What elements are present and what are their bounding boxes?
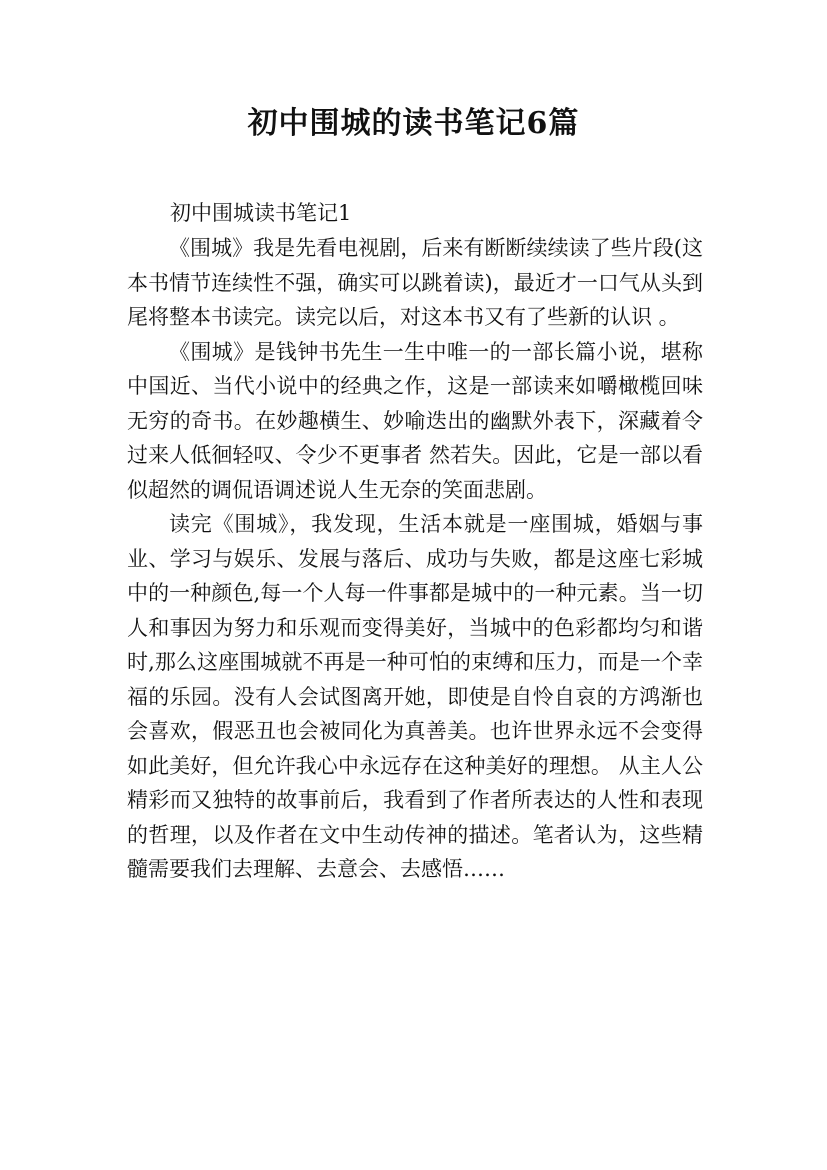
body-paragraph-3: 读完《围城》，我发现，生活本就是一座围城，婚姻与事业、学习与娱乐、发展与落后、成功与失败，都是这座七彩城中的一种颜色,每一个人每一件事都是城中的一种元素。当一切人和事因为努力和乐观而变得美好，当城中的色彩都均匀和谐时,那么这座围城就不再是一种可怕的束缚和压力，而是一个幸福的乐园。没有人会试图离开她，即使是自怜自哀的方鸿渐也会喜欢，假恶丑也会被同化为真善美。也许世界永远不会变得如此美好，但允许我心中永远存在这种美好的理想。 从主人公精彩而又独特的故事前后，我看到了作者所表达的人性和表现的哲理，以及作者在文中生动传神的描述。笔者认为，这些精髓需要我们去理解、去意会、去感悟…… — [127, 512, 703, 881]
body-paragraph-1: 《围城》我是先看电视剧，后来有断断续续读了些片段(这本书情节连续性不强，确实可以跳着读)，最近才一口气从头到尾将整本书读完。读完以后，对这本书又有了些新的认识 。 — [127, 236, 703, 329]
document-title: 初中围城的读书笔记6篇 — [247, 106, 580, 141]
body-paragraph-2: 《围城》是钱钟书先生一生中唯一的一部长篇小说，堪称中国近、当代小说中的经典之作，这是一部读来如嚼橄榄回味无穷的奇书。在妙趣横生、妙喻迭出的幽默外表下，深藏着令过来人低徊轻叹、令少不更事者 然若失。因此，它是一部以看似超然的调侃语调述说人生无奈的笑面悲剧。 — [127, 339, 703, 502]
section-heading: 初中围城读书笔记1 — [170, 201, 352, 225]
document-body — [127, 231, 703, 887]
